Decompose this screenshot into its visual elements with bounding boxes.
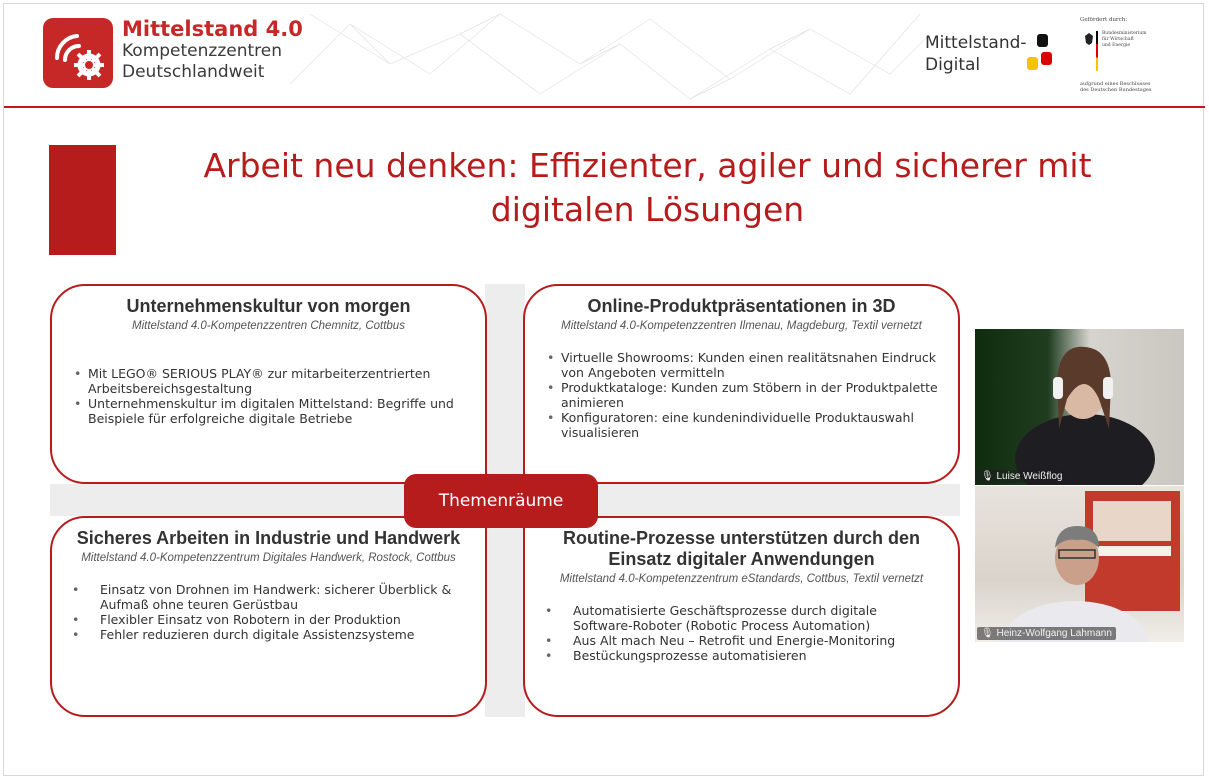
brand-title: Mittelstand 4.0: [122, 17, 303, 41]
list-item: • Virtuelle Showrooms: Kunden einen realitätsnahen Eindruck von Angeboten vermitteln: [545, 350, 938, 380]
card-subtitle: Mittelstand 4.0-Kompetenzzentrum eStandards, Cottbus, Textil vernetzt: [559, 573, 924, 585]
participant-name: Luise Weißflog: [996, 471, 1063, 482]
participant-background: [975, 486, 1184, 642]
list-item: • Fehler reduzieren durch digitale Assistenzsysteme: [72, 627, 465, 642]
list-item: • Mit LEGO® SERIOUS PLAY® zur mitarbeiterzentrierten Arbeitsbereichsgestaltung: [72, 366, 465, 396]
mic-icon: 🎙: [981, 628, 994, 639]
network-pattern: [290, 4, 930, 104]
card-title: Sicheres Arbeiten in Industrie und Handwerk: [76, 528, 461, 548]
md-square-red: [1041, 52, 1052, 65]
page-title-line-1: Arbeit neu denken: Effizienter, agiler und sicherer mit: [203, 146, 1092, 185]
list-item: • Bestückungsprozesse automatisieren: [545, 648, 938, 663]
card-subtitle: Mittelstand 4.0-Kompetenzzentren Ilmenau, Magdeburg, Textil vernetzt: [561, 320, 922, 332]
funder-note: [1080, 81, 1190, 93]
video-tile-participant-2[interactable]: [975, 486, 1184, 642]
participant-name-tag: [977, 627, 1116, 640]
card-list: [72, 582, 465, 642]
list-item: • Automatisierte Geschäftsprozesse durch digitale Software-Roboter (Robotic Process Automation): [545, 603, 938, 633]
list-item: • Unternehmenskultur im digitalen Mittelstand: Begriffe und Beispiele für erfolgreiche digitale Betriebe: [72, 396, 465, 426]
funder-ministry: [1102, 31, 1172, 49]
header-divider: [4, 106, 1205, 108]
eagle-icon: [1084, 33, 1094, 45]
mic-icon: 🎙: [981, 471, 994, 482]
slide-header: [0, 0, 1209, 106]
card-title: Routine-Prozesse unterstützen durch den Einsatz digitaler Anwendungen: [562, 528, 921, 569]
card-list: [545, 603, 938, 663]
brand-text: [122, 17, 303, 83]
theme-card-online-produkt: [523, 284, 960, 484]
brand-logo: [43, 18, 113, 88]
md-square-yellow: [1027, 57, 1038, 70]
title-accent-block: [49, 145, 116, 255]
funder-note-2: des Deutschen Bundestages: [1080, 87, 1152, 93]
participant-name-tag: [977, 470, 1066, 483]
funder-logo: [1080, 17, 1190, 93]
funder-label: Gefördert durch:: [1080, 17, 1128, 23]
md-line-2: Digital: [925, 55, 981, 75]
video-tile-participant-1[interactable]: [975, 329, 1184, 485]
brand-line-2: Deutschlandweit: [122, 62, 265, 82]
page-title: [150, 144, 1145, 232]
card-list: [545, 350, 938, 440]
themenraeume-label: Themenräume: [404, 474, 598, 528]
md-line-1: Mittelstand-: [925, 33, 1027, 53]
card-subtitle: Mittelstand 4.0-Kompetenzzentren Chemnitz, Cottbus: [132, 320, 405, 332]
list-item: • Aus Alt mach Neu – Retrofit und Energie-Monitoring: [545, 633, 938, 648]
participant-name: Heinz-Wolfgang Lahmann: [996, 628, 1112, 639]
funder-ministry-1: Bundesministerium: [1102, 31, 1147, 36]
page-title-line-2: digitalen Lösungen: [490, 190, 805, 229]
list-item: • Einsatz von Drohnen im Handwerk: sicherer Überblick & Aufmaß ohne teuren Gerüstbau: [72, 582, 465, 612]
list-item: • Produktkataloge: Kunden zum Stöbern in der Produktpalette animieren: [545, 380, 938, 410]
funder-ministry-2: für Wirtschaft: [1102, 37, 1134, 42]
md-square-black: [1037, 34, 1048, 47]
participant-silhouette: [975, 329, 1184, 485]
flag-stripe: [1096, 31, 1098, 71]
signal-gear-icon: [43, 18, 113, 88]
card-title: Unternehmenskultur von morgen: [126, 296, 411, 316]
theme-card-unternehmenskultur: [50, 284, 487, 484]
card-list: [72, 366, 465, 426]
mittelstand-digital-logo: [925, 32, 1027, 76]
funder-note-1: aufgrund eines Beschlusses: [1080, 81, 1151, 87]
list-item: • Flexibler Einsatz von Robotern in der Produktion: [72, 612, 465, 627]
brand-line-1: Kompetenzzentren: [122, 41, 283, 61]
theme-card-routine-prozesse: [523, 516, 960, 717]
card-title: Online-Produktpräsentationen in 3D: [587, 296, 896, 316]
list-item: • Konfiguratoren: eine kundenindividuelle Produktauswahl visualisieren: [545, 410, 938, 440]
theme-card-sicheres-arbeiten: [50, 516, 487, 717]
card-subtitle: Mittelstand 4.0-Kompetenzzentrum Digitales Handwerk, Rostock, Cottbus: [81, 552, 456, 564]
funder-ministry-3: und Energie: [1102, 43, 1131, 48]
